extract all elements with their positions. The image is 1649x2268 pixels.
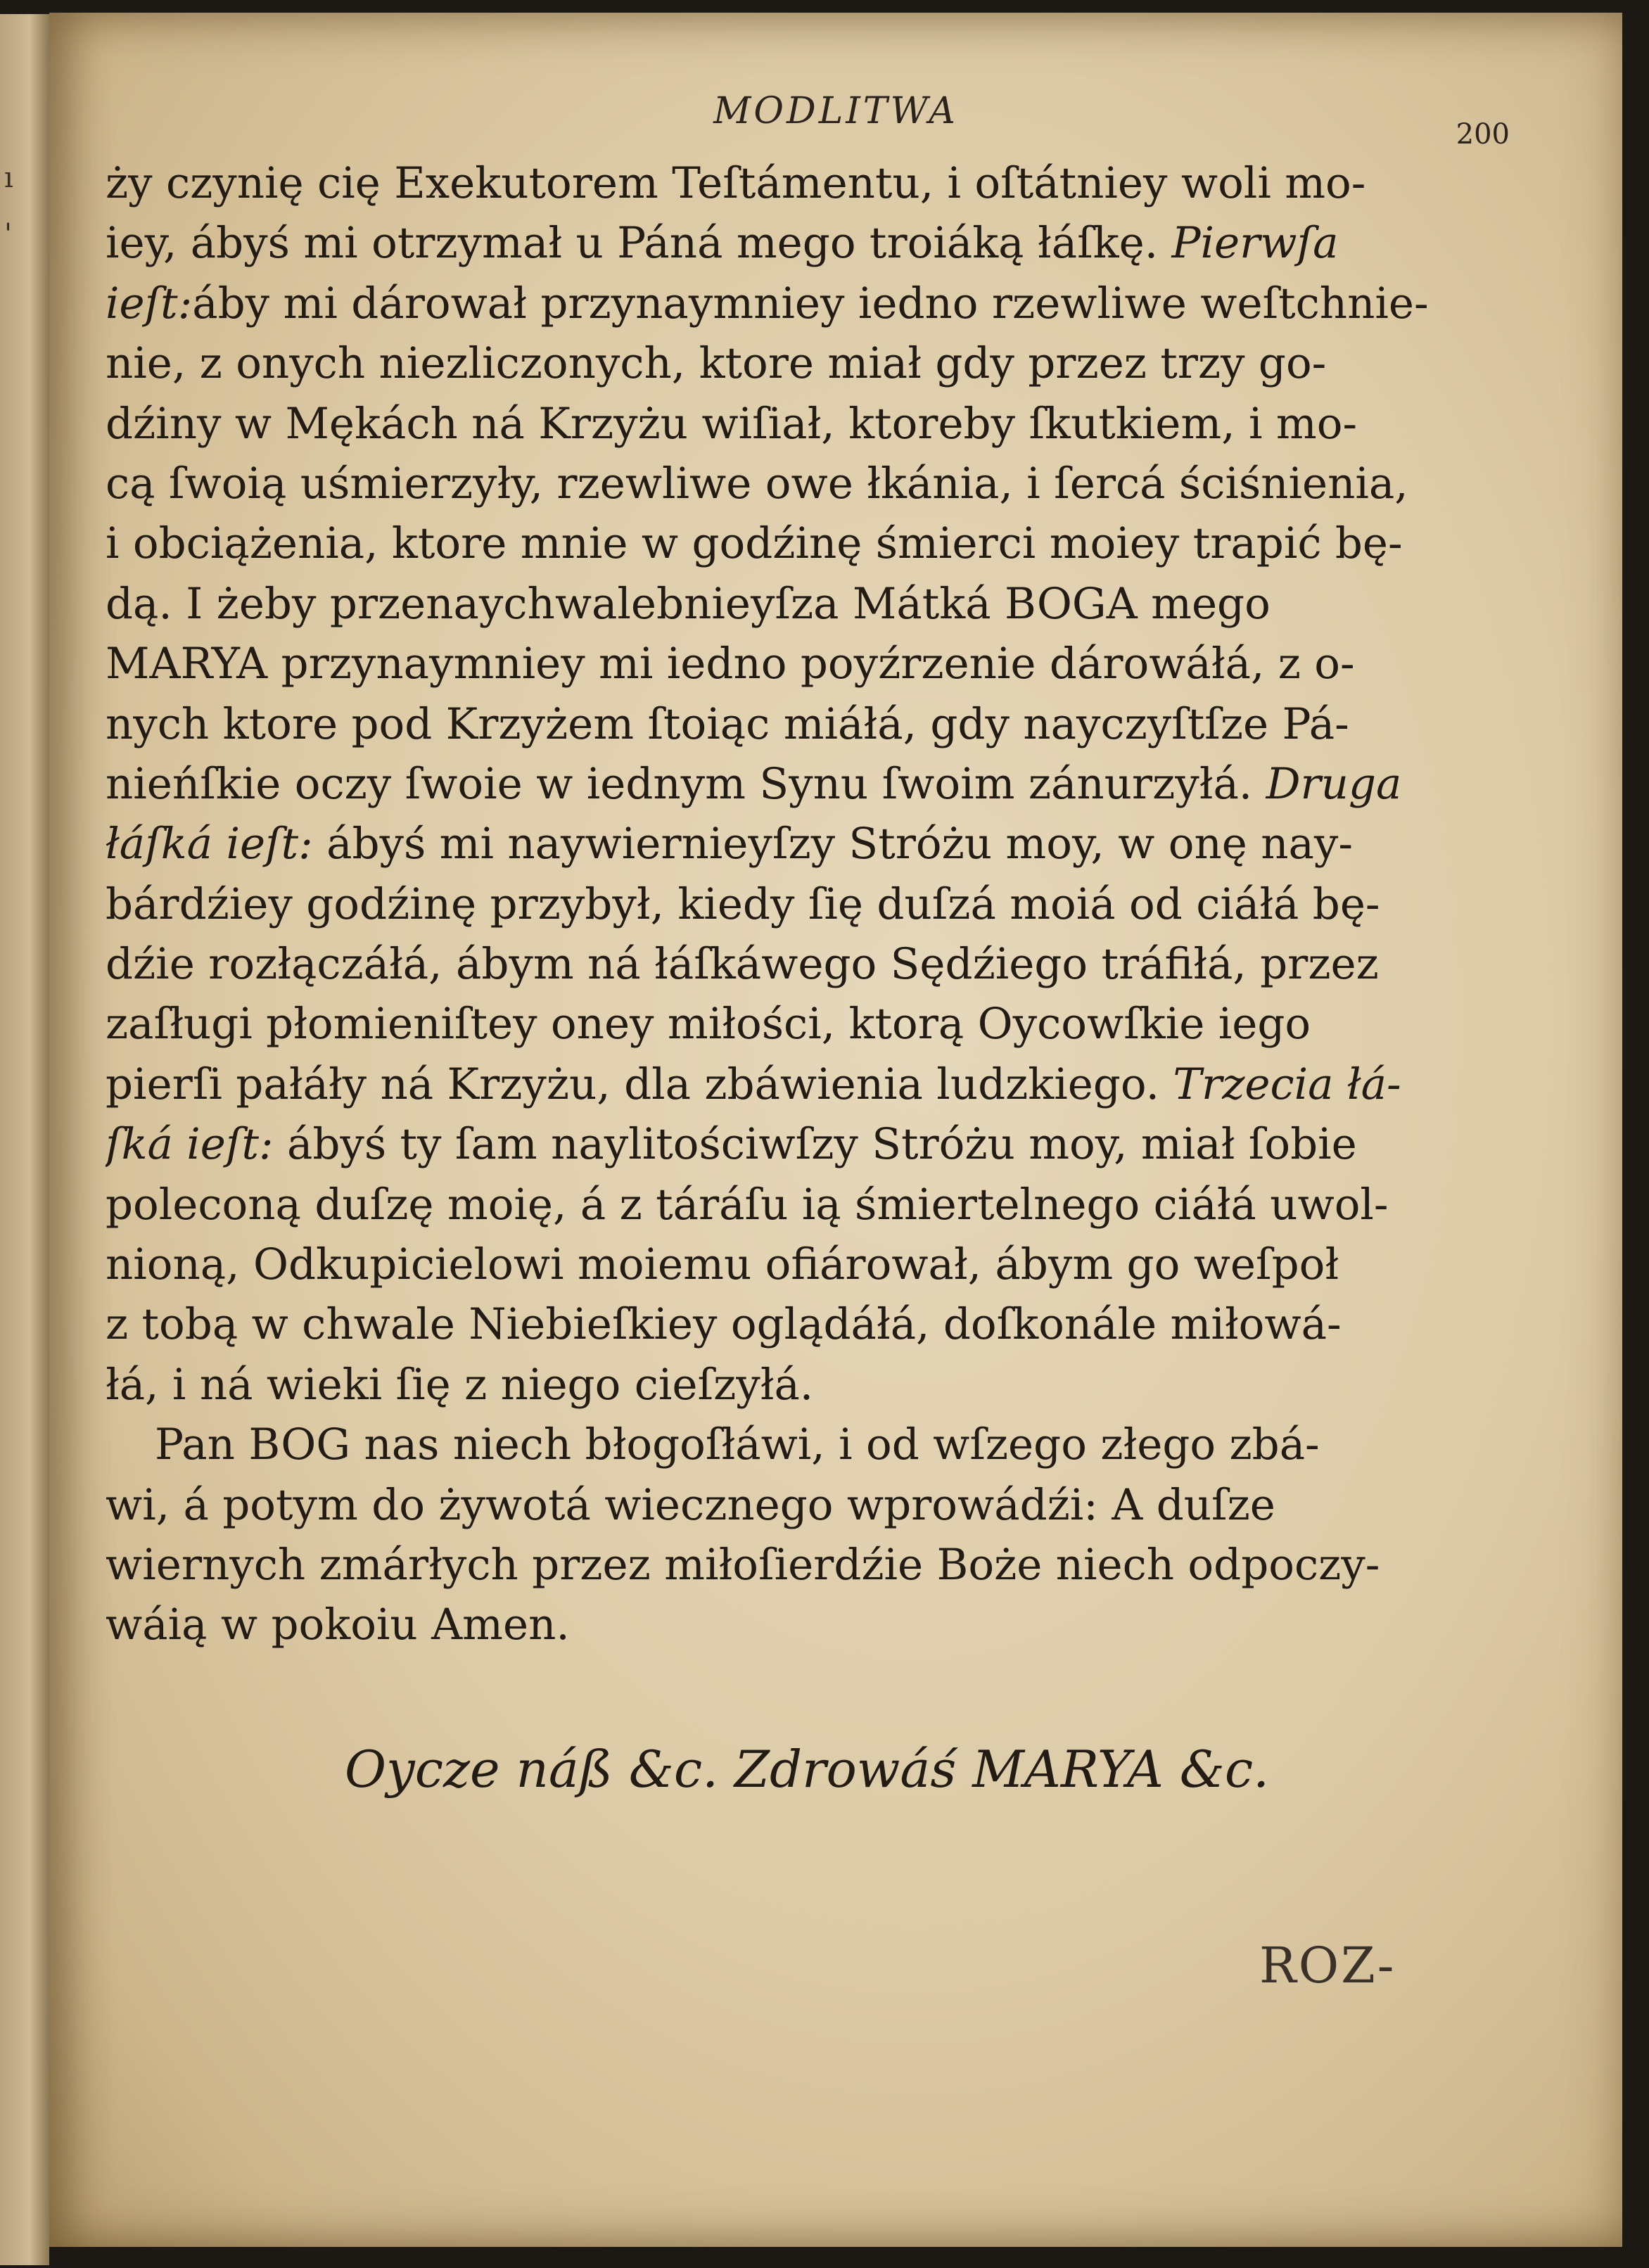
text-segment: ży czynię cię Exekutorem Teſtámentu, i oſtátniey woli mo-: [106, 158, 1366, 208]
text-line: [106, 1595, 1470, 1655]
italic-text-segment: Druga: [1266, 758, 1402, 809]
text-segment: ábyś ty ſam naylitościwſzy Stróżu moy, miał ſobie: [273, 1119, 1357, 1170]
text-segment: dźie rozłączáłá, ábym ná łáſkáwego Sędźiego tráfiłá, przez: [106, 939, 1379, 990]
italic-text-segment: ſká ieſt:: [106, 1119, 274, 1170]
running-head: MODLITWA: [713, 90, 958, 132]
book-page: [49, 13, 1622, 2247]
text-segment: nioną, Odkupicielowi moiemu ofiárował, ábym go weſpoł: [106, 1240, 1339, 1290]
text-segment: i obciążenia, ktore mnie w godźinę śmierci moiey trapić bę-: [106, 518, 1403, 569]
text-line: [106, 1415, 1470, 1474]
text-segment: nieńſkie oczy ſwoie w iednym Synu ſwoim zánurzyłá.: [106, 758, 1266, 809]
text-segment: Pan BOG nas niech błogoſłáwi, i od wſzego złego zbá-: [155, 1420, 1320, 1470]
left-page-edge: [0, 14, 49, 2265]
text-line: [106, 274, 1470, 333]
text-segment: z tobą w chwale Niebieſkiey oglądáłá, doſkonále miłowá-: [106, 1299, 1342, 1350]
text-segment: áby mi dárował przynaymniey iedno rzewliwe weſtchnie-: [192, 278, 1429, 329]
text-segment: wiernych zmárłych przez miłoſierdźie Boże niech odpoczy-: [106, 1539, 1380, 1590]
text-segment: bárdźiey godźinę przybył, kiedy ſię duſzá moiá od ciáłá bę-: [106, 879, 1380, 929]
text-line: [106, 1475, 1470, 1535]
text-line: [106, 874, 1470, 934]
text-segment: wáią w pokoiu Amen.: [106, 1600, 570, 1650]
text-line: [106, 1235, 1470, 1294]
left-margin-fragment: ı: [4, 162, 13, 194]
text-line: [106, 814, 1470, 874]
text-segment: ábyś mi naywiernieyſzy Stróżu moy, w onę nay-: [312, 819, 1353, 869]
italic-text-segment: łáſká ieſt:: [106, 819, 313, 869]
text-line: [106, 994, 1470, 1054]
text-line: [106, 333, 1470, 393]
italic-text-segment: ieſt:: [106, 278, 193, 329]
text-segment: dą. I żeby przenaychwalebnieyſza Mátká BOGA mego: [106, 578, 1271, 629]
text-line: [106, 634, 1470, 694]
text-line: [106, 394, 1470, 454]
text-line: [106, 1535, 1470, 1595]
text-line: [106, 1294, 1470, 1354]
text-segment: nych ktore pod Krzyżem ſtoiąc miáłá, gdy nayczyſtſze Pá-: [106, 699, 1349, 749]
italic-text-segment: Trzecia łá-: [1173, 1059, 1401, 1109]
text-line: [106, 934, 1470, 994]
text-line: [106, 213, 1470, 273]
page-number: 200: [1456, 118, 1510, 151]
text-line: [106, 514, 1470, 573]
text-line: [106, 574, 1470, 634]
italic-text-segment: Pierwſa: [1171, 218, 1339, 269]
left-margin-fragment: ꞌ: [4, 218, 12, 250]
text-line: [106, 1175, 1470, 1235]
text-segment: cą ſwoią uśmierzyły, rzewliwe owe łkánia, i ſercá ściśnienia,: [106, 458, 1408, 509]
text-segment: iey, ábyś mi otrzymał u Páná mego troiáką łáſkę.: [106, 218, 1172, 269]
text-segment: łá, i ná wieki ſię z niego cieſzyłá.: [106, 1359, 814, 1410]
text-segment: poleconą duſzę moię, á z táráſu ią śmiertelnego ciáłá uwol-: [106, 1179, 1389, 1230]
text-segment: dźiny w Mękách ná Krzyżu wiſiał, ktoreby ſkutkiem, i mo-: [106, 398, 1358, 449]
closing-prayer-line: Oycze náß &c. Zdrowáś MARYA &c.: [345, 1740, 1270, 1799]
text-segment: wi, á potym do żywotá wiecznego wprowádźi: A duſze: [106, 1479, 1275, 1530]
text-line: [106, 1055, 1470, 1114]
catchword: ROZ-: [1259, 1937, 1396, 1994]
text-line: [106, 694, 1470, 754]
text-line: [106, 153, 1470, 213]
text-segment: MARYA przynaymniey mi iedno poyźrzenie dárowáłá, z o-: [106, 639, 1355, 689]
text-line: [106, 454, 1470, 514]
text-segment: pierſi pałáły ná Krzyżu, dla zbáwienia ludzkiego.: [106, 1059, 1173, 1109]
body-text: [106, 153, 1470, 1655]
text-line: [106, 1114, 1470, 1174]
text-segment: nie, z onych niezliczonych, ktore miał gdy przez trzy go-: [106, 338, 1327, 389]
text-segment: zaſługi płomieniſtey oney miłości, ktorą Oycowſkie iego: [106, 999, 1311, 1050]
text-line: [106, 754, 1470, 814]
text-line: [106, 1355, 1470, 1415]
